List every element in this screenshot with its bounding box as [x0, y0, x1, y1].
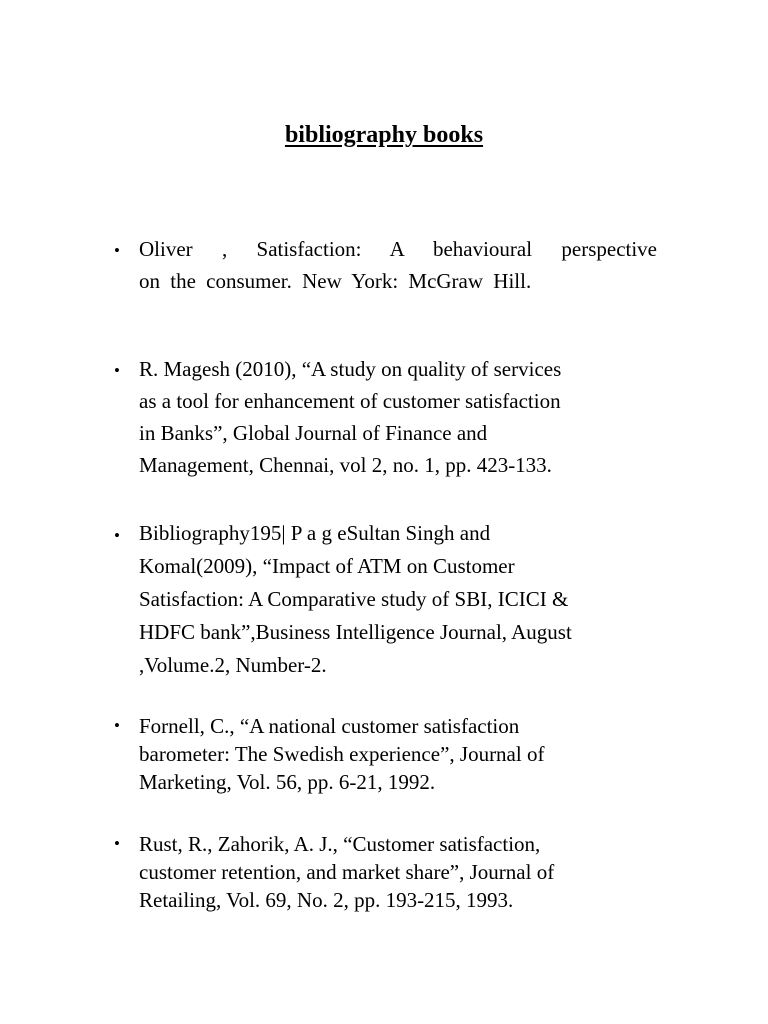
bullet-icon: •	[114, 526, 120, 545]
entry-line: in Banks”, Global Journal of Finance and	[139, 421, 488, 445]
page-title: bibliography books	[284, 122, 484, 148]
entry-line: HDFC bank”,Business Intelligence Journal, August	[139, 620, 572, 644]
entry-line: Bibliography195| P a g eSultan Singh and	[139, 521, 491, 545]
bullet-icon: •	[114, 834, 120, 853]
entry-line: on the consumer. New York: McGraw Hill.	[139, 269, 532, 293]
entry-line: customer retention, and market share”, Journal of	[139, 860, 555, 884]
entry-line: Retailing, Vol. 69, No. 2, pp. 193-215, 1993.	[139, 888, 514, 912]
bibliography-entry	[114, 353, 679, 481]
entry-line: Komal(2009), “Impact of ATM on Customer	[139, 554, 515, 578]
entry-line: Satisfaction: A Comparative study of SBI, ICICI &	[139, 587, 569, 611]
entry-line: Rust, R., Zahorik, A. J., “Customer satisfaction,	[139, 832, 541, 856]
entry-line: ,Volume.2, Number-2.	[139, 653, 327, 677]
entry-line: Oliver , Satisfaction: A behavioural perspective	[139, 237, 657, 261]
bibliography-entry	[114, 517, 679, 682]
bullet-icon: •	[114, 241, 120, 260]
bullet-icon: •	[114, 716, 120, 735]
bibliography-entry	[114, 233, 657, 297]
bibliography-entry	[114, 712, 679, 796]
entry-line: barometer: The Swedish experience”, Journal of	[139, 742, 545, 766]
entry-line: Marketing, Vol. 56, pp. 6-21, 1992.	[139, 770, 436, 794]
entry-line: Management, Chennai, vol 2, no. 1, pp. 423-133.	[139, 453, 552, 477]
bullet-icon: •	[114, 361, 120, 380]
entry-line: as a tool for enhancement of customer satisfaction	[139, 389, 561, 413]
bibliography-entry	[114, 830, 679, 914]
entry-line: Fornell, C., “A national customer satisfaction	[139, 714, 520, 738]
entry-line: R. Magesh (2010), “A study on quality of services	[139, 357, 562, 381]
